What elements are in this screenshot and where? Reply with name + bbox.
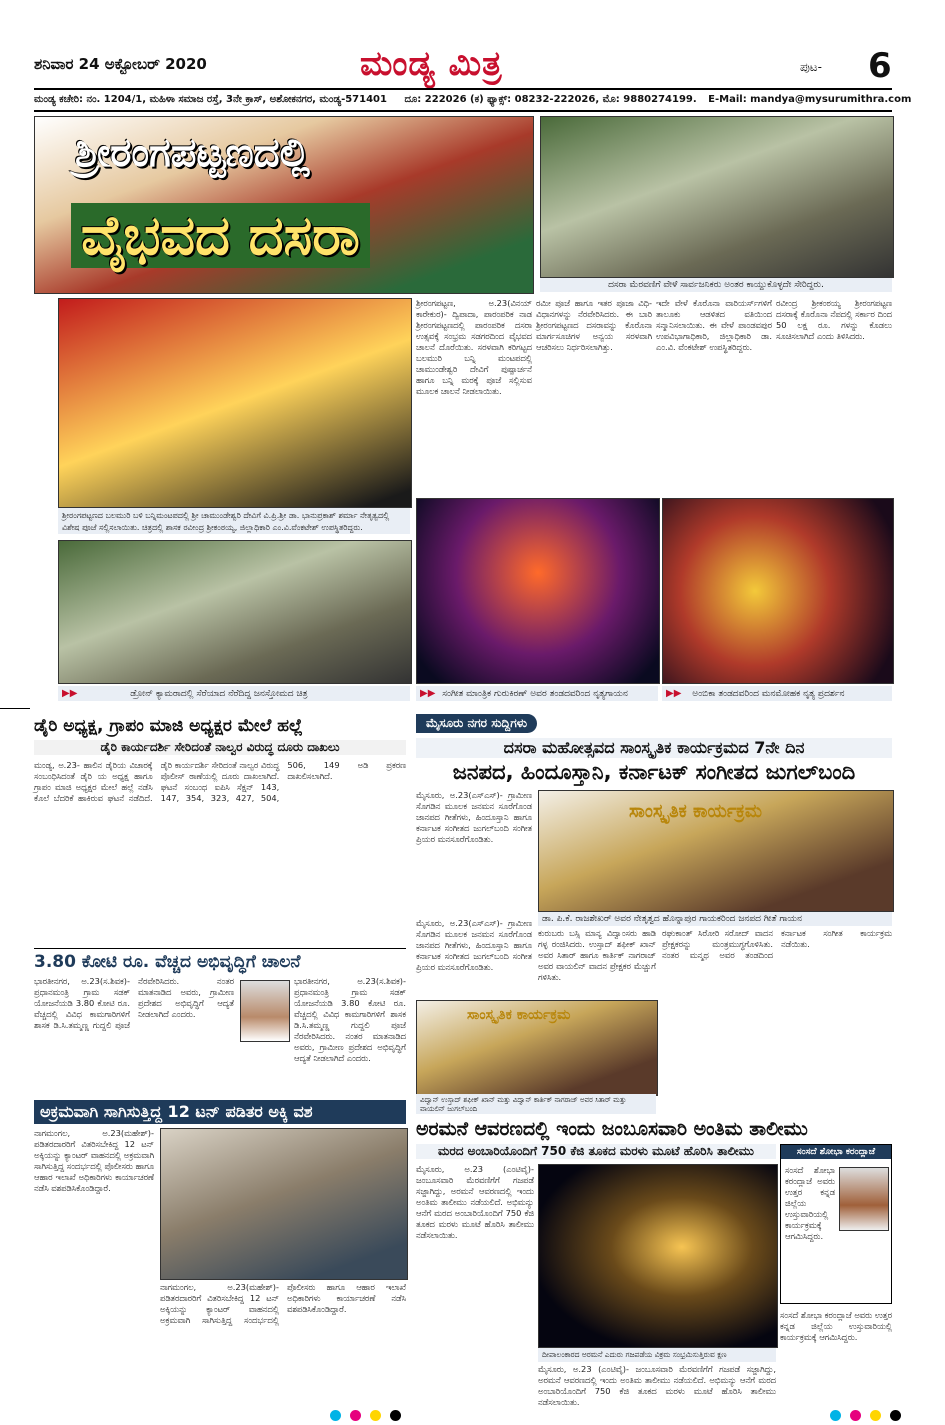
sitar-caption: ವಿದ್ವಾನ್ ಉಸ್ತಾದ್ ಶಫೀಕ್ ಖಾನ್ ಮತ್ತು ವಿದ್ವಾನ್ ಕಾರ್ತಿಕ್ ನಾಗರಾಜ್ ಅವರ ಸಿತಾರ್ ಮತ್ತು ವಾಯಲಿನ್ ಜುಗಲ್‌ಬಂದಿ xyxy=(416,1094,656,1114)
issue-date: ಶನಿವಾರ 24 ಅಕ್ಟೋಬರ್ 2020 xyxy=(34,55,207,73)
jamboo-body-cont: ಮೈಸೂರು, ಅ.23 (ಎಂಟಿವೈ)- ಜಂಬೂಸವಾರಿ ಮೆರವಣಿಗೆಗೆ ಗಜಪಡೆ ಸಜ್ಜಾಗಿದ್ದು, ಅರಮನೆ ಆವರಣದಲ್ಲಿ ಇಂದು ಅಂತಿಮ ತಾಲೀಮು ನಡೆಯಲಿದೆ. ಅಭಿಮನ್ಯು ಆನೆಗೆ ಮರದ ಅಂಬಾರಿಯೊಂದಿಗೆ 750 ಕೆಜಿ ತೂಕದ ಮರಳು ಮೂಟೆ ಹೊರಿಸಿ ತಾಲೀಮು ನಡೆಸಲಾಯಿತು. xyxy=(538,1364,776,1407)
cyan-swatch xyxy=(830,1410,841,1421)
rice-photo xyxy=(160,1128,408,1280)
dairy-body: ಮಂಡ್ಯ, ಅ.23- ಹಾಲಿನ ಡೈರಿಯ ವಿಚಾರಕ್ಕೆ ಸಂಬಂಧಿಸಿದಂತೆ ಡೈರಿ ಯ ಅಧ್ಯಕ್ಷ ಹಾಗೂ ಗ್ರಾಪಂ ಮಾಜಿ ಅಧ್ಯಕ್ಷರ ಮೇಲೆ ಹಲ್ಲೆ ನಡೆಸಿ ಕೊಲೆ ಬೆದರಿಕೆ ಹಾಕಿರುವ ಘಟನೆ ನಡೆದಿದೆ. ಡೈರಿ ಕಾರ್ಯದರ್ಶಿ ಸೇರಿದಂತೆ ನಾಲ್ವರ ವಿರುದ್ಧ ಪೊಲೀಸ್ ಠಾಣೆಯಲ್ಲಿ ದೂರು ದಾಖಲಾಗಿದೆ. ಘಟನೆ ಸಂಬಂಧ ಐಪಿಸಿ ಸೆಕ್ಷನ್ 143, 147, 354, 323, 427, 504, 506, 149 ಅಡಿ ಪ್ರಕರಣ ದಾಖಲಿಸಲಾಗಿದೆ. xyxy=(34,760,406,803)
header-rule xyxy=(34,88,892,90)
lead-body-col4: ರವೀಂದ್ರ ಶ್ರೀಕಂಠಯ್ಯ ಶ್ರೀರಂಗಪಟ್ಟಣ ದಸರಾಕ್ಕೆ ಕೊರೊನಾ ನೆಪದಲ್ಲಿ ಸರ್ಕಾರ ದಿಂದ 50 ಲಕ್ಷ ರೂ. ಗಳನ್ನು ಕೊಡಲು ಸೂಚಿಸಲಾಗಿದೆ ಎಂದು ತಿಳಿಸಿದರು. xyxy=(776,298,892,341)
elephant-photo xyxy=(538,1164,778,1348)
mysuru-body3: ರಘುಕಾಂತ್ ಸಿರೋರಿ ಸರೋದ್ ವಾದನ ಪ್ರೇಕ್ಷಕರನ್ನು ಮಂತ್ರಮುಗ್ಧಗೊಳಿಸಿತು. ನಂತರ ಮನ್ಮಥ ಅವರ ತಂಡದಿಂದ ಕರ್ನಾಟಕ ಸಂಗೀತ ಕಾರ್ಯಕ್ರಮ ನಡೆಯಿತು. xyxy=(662,928,892,960)
sitar-photo xyxy=(416,1000,658,1096)
sidebar-box xyxy=(780,1144,892,1304)
office-address: ಮಂಡ್ಯ ಕಚೇರಿ: ನಂ. 1204/1, ಮಹಿಳಾ ಸಮಾಜ ರಸ್ತೆ, 3ನೇ ಕ್ರಾಸ್, ಅಶೋಕನಗರ, ಮಂಡ್ಯ-571401 xyxy=(34,94,387,105)
page-number: 6 xyxy=(868,46,892,86)
jamboo-subhead: ಮರದ ಅಂಬಾರಿಯೊಂದಿಗೆ 750 ಕೆಜಿ ತೂಕದ ಮರಳು ಮೂಟೆ ಹೊರಿಸಿ ತಾಲೀಮು xyxy=(416,1144,776,1159)
mp-portrait xyxy=(839,1167,889,1231)
address-rule xyxy=(34,110,892,112)
color-registration-left xyxy=(330,1406,405,1425)
lead-body-col1: ಶ್ರೀರಂಗಪಟ್ಟಣ, ಅ.23(ವಿನಯ್ ಕಾರೇಕುರ)- ದ್ವಿಪಾದಾ, ಪಾರಂಪರಿಕ ನಾಡ ಶ್ರೀರಂಗಪಟ್ಟಣದಲ್ಲಿ ಪಾರಂಪರಿಕ ದಸರಾ ಉತ್ಸವಕ್ಕೆ ಸಂಭ್ರಮ ಸಡಗರದಿಂದ ವೈಭವದ ಚಾಲನೆ ದೊರೆಯಿತು. ಸರಳವಾಗಿ ಕರಿಗಟ್ಟದ ಬಲಮುರಿ ಬನ್ನಿ ಮಂಟಪದಲ್ಲಿ ಚಾಮುಂಡೇಶ್ವರಿ ದೇವಿಗೆ ಪುಷ್ಪಾರ್ಚನೆ ಹಾಗೂ ಬನ್ನಿ ಮರಕ್ಕೆ ಪೂಜೆ ಸಲ್ಲಿಸುವ ಮೂಲಕ ಚಾಲನೆ ನೀಡಲಾಯಿತು. xyxy=(416,298,532,396)
fold-mark xyxy=(0,708,30,709)
yellow-swatch xyxy=(370,1410,381,1421)
sidebar-title: ಸಂಸದೆ ಶೋಭಾ ಕರಂದ್ಲಾಜೆ xyxy=(781,1145,891,1159)
magenta-swatch xyxy=(350,1410,361,1421)
development-body: ಭಾರತೀನಗರ, ಅ.23(ಸ.ಶಿವಕ)- ಪ್ರಧಾನಮಂತ್ರಿ ಗ್ರಾಮ ಸಡಕ್ ಯೋಜನೆಯಡಿ 3.80 ಕೋಟಿ ರೂ. ವೆಚ್ಚದಲ್ಲಿ ವಿವಿಧ ಕಾಮಗಾರಿಗಳಿಗೆ ಶಾಸಕ ಡಿ.ಸಿ.ತಮ್ಮಣ್ಣ ಗುದ್ದಲಿ ಪೂಜೆ ನೆರವೇರಿಸಿದರು. ನಂತರ ಮಾತನಾಡಿದ ಅವರು, ಗ್ರಾಮೀಣ ಪ್ರದೇಶದ ಅಭಿವೃದ್ಧಿಗೆ ಆದ್ಯತೆ ನೀಡಲಾಗಿದೆ ಎಂದರು. xyxy=(34,976,234,1030)
mysuru-body2: ಕುರುಬರು ಬಸ್ಸಿ ಮಾನ್ಯ ವಿದ್ವಾಂಸರು ಹಾಡಿ ಗಳ್ಳ ರಂಜಿಸಿದರು. ಉಸ್ತಾದ್ ಶಫೀಕ್ ಖಾನ್ ಅವರ ಸಿತಾರ್ ಹಾಗೂ ಕಾರ್ತಿಕ್ ನಾಗರಾಜ್ ಅವರ ವಾಯಲಿನ್ ವಾದನ ಪ್ರೇಕ್ಷಕರ ಮೆಚ್ಚುಗೆ ಗಳಿಸಿತು. xyxy=(538,928,656,982)
divider xyxy=(34,948,406,949)
arrow-icon: ▶▶ xyxy=(62,688,78,699)
dairy-headline: ಡೈರಿ ಅಧ್ಯಕ್ಷ, ಗ್ರಾಪಂ ಮಾಜಿ ಅಧ್ಯಕ್ಷರ ಮೇಲೆ ಹಲ್ಲೆ xyxy=(34,716,303,736)
worship-caption: ಶ್ರೀರಂಗಪಟ್ಟಣದ ಬಲಮುರಿ ಬಳಿ ಬನ್ನಿಮಂಟಪದಲ್ಲಿ ಶ್ರೀ ಚಾಮುಂಡೇಶ್ವರಿ ದೇವಿಗೆ ವಿ.ಪ್ರಿ.ಶ್ರೀ ಡಾ. ಭಾನುಪ್ರಕಾಶ್ ಶರ್ಮಾ ನೇತೃತ್ವದಲ್ಲಿ ವಿಶೇಷ ಪೂಜೆ ಸಲ್ಲಿಸಲಾಯಿತು. ಚಿತ್ರದಲ್ಲಿ ಶಾಸಕ ರವೀಂದ್ರ ಶ್ರೀಕಂಠಯ್ಯ, ಜಿಲ್ಲಾಧಿಕಾರಿ ಎಂ.ವಿ.ವೆಂಕಟೇಶ್ ಉಪಸ್ಥಿತರಿದ್ದರು. xyxy=(58,508,410,534)
phone-info: ದೂ: 222026 (ಕ) ಫ್ಯಾಕ್ಸ್: 08232-222026, ಮೊ: 9880274199. xyxy=(404,94,697,105)
lead-body-col3: ಇದೇ ವೇಳೆ ಕೊರೊನಾ ವಾರಿಯರ್ಸ್‌ಗಳಿಗೆ ತಾಲೂಕು ಆಡಳಿತದ ವತಿಯಿಂದ ಸನ್ಮಾನಿಸಲಾಯಿತು. ಈ ವೇಳೆ ಪಾಂಡವಪುರ ಉಪವಿಭಾಗಾಧಿಕಾರಿ, ಜಿಲ್ಲಾಧಿಕಾರಿ ಡಾ. ಎಂ.ವಿ. ವೆಂಕಟೇಶ್ ಉಪಸ್ಥಿತರಿದ್ದರು. xyxy=(656,298,772,352)
stage-banner-2: ಸಾಂಸ್ಕೃತಿಕ ಕಾರ್ಯಕ್ರಮ xyxy=(467,1007,571,1023)
mysuru-kicker: ದಸರಾ ಮಹೋತ್ಸವದ ಸಾಂಸ್ಕೃತಿಕ ಕಾರ್ಯಕ್ರಮದ 7ನೇ ದಿನ xyxy=(416,738,892,758)
lead-body-col2: ರಮೀ ಪೂಜೆ ಹಾಗೂ ಇತರ ಪೂಜಾ ವಿಧಿ-ವಿಧಾನಗಳನ್ನು ನೆರವೇರಿಸಿದರು. ಈ ಬಾರಿ ಶ್ರೀರಂಗಪಟ್ಟಣದ ದಸರಾವನ್ನು ಕೊರೊನಾ ಮಾರ್ಗಸೂಚಿಗಳ ಅನ್ವಯ ಸರಳವಾಗಿ ಆಚರಿಸಲು ನಿರ್ಧರಿಸಲಾಗಿತ್ತು. xyxy=(536,298,652,352)
folk-caption: ಡಾ. ಪಿ.ಕೆ. ರಾಜಶೇಖರ್ ಅವರ ನೇತೃತ್ವದ ಹೊನ್ನಾಪುರ ಗಾಯಕರಿಂದ ಜನಪದ ಗೀತೆ ಗಾಯನ xyxy=(538,912,892,926)
dance-caption: ಅಂಬಿಕಾ ತಂಡದವರಿಂದ ಮನಮೋಹಕ ನೃತ್ಯ ಪ್ರದರ್ಶನ xyxy=(692,689,845,699)
arrow-icon: ▶▶ xyxy=(420,688,436,699)
section-tag: ಮೈಸೂರು ನಗರ ಸುದ್ದಿಗಳು xyxy=(416,714,537,733)
drone-photo xyxy=(58,540,412,684)
stage-caption: ಸಂಗೀತ ಮಾಂತ್ರಿಕ ಗುರುಕಿರಣ್ ಅವರ ತಂಡದವರಿಂದ ನೃತ್ಯಗಾಯನ xyxy=(442,689,628,699)
rice-body: ನಾಗಮಂಗಲ, ಅ.23(ಮಹೇಶ್)- ಪಡಿತರದಾರರಿಗೆ ವಿತರಿಸಬೇಕಿದ್ದ 12 ಟನ್ ಅಕ್ಕಿಯನ್ನು ಕ್ಯಾಂಟರ್ ವಾಹನದಲ್ಲಿ ಅಕ್ರಮವಾಗಿ ಸಾಗಿಸುತ್ತಿದ್ದ ಸಂದರ್ಭದಲ್ಲಿ ಪೊಲೀಸರು ಹಾಗೂ ಆಹಾರ ಇಲಾಖೆ ಅಧಿಕಾರಿಗಳು ಕಾರ್ಯಾಚರಣೆ ನಡೆಸಿ ವಶಪಡಿಸಿಕೊಂಡಿದ್ದಾರೆ. xyxy=(34,1128,154,1193)
dairy-subhead: ಡೈರಿ ಕಾರ್ಯದರ್ಶಿ ಸೇರಿದಂತೆ ನಾಲ್ವರ ವಿರುದ್ಧ ದೂರು ದಾಖಲು xyxy=(34,740,406,755)
title-banner-photo xyxy=(34,116,534,294)
jamboo-headline: ಅರಮನೆ ಆವರಣದಲ್ಲಿ ಇಂದು ಜಂಬೂಸವಾರಿ ಅಂತಿಮ ತಾಲೀಮು xyxy=(416,1118,808,1140)
development-body-cont: ಭಾರತೀನಗರ, ಅ.23(ಸ.ಶಿವಕ)- ಪ್ರಧಾನಮಂತ್ರಿ ಗ್ರಾಮ ಸಡಕ್ ಯೋಜನೆಯಡಿ 3.80 ಕೋಟಿ ರೂ. ವೆಚ್ಚದಲ್ಲಿ ವಿವಿಧ ಕಾಮಗಾರಿಗಳಿಗೆ ಶಾಸಕ ಡಿ.ಸಿ.ತಮ್ಮಣ್ಣ ಗುದ್ದಲಿ ಪೂಜೆ ನೆರವೇರಿಸಿದರು. ನಂತರ ಮಾತನಾಡಿದ ಅವರು, ಗ್ರಾಮೀಣ ಪ್ರದೇಶದ ಅಭಿವೃದ್ಧಿಗೆ ಆದ್ಯತೆ ನೀಡಲಾಗಿದೆ ಎಂದರು. xyxy=(294,976,406,1063)
lead-title-line2: ವೈಭವದ ದಸರಾ xyxy=(71,203,370,268)
mla-portrait xyxy=(240,980,290,1042)
crowd-caption: ದಸರಾ ಮೆರವಣಿಗೆ ವೇಳೆ ಸಾರ್ವಜನಿಕರು ಅಂತರ ಕಾಯ್ದುಕೊಳ್ಳದೇ ಸೇರಿದ್ದರು. xyxy=(540,278,892,292)
worship-photo xyxy=(58,298,412,508)
mysuru-body1: ಮೈಸೂರು, ಅ.23(ಎಸ್‌ಎಸ್)- ಗ್ರಾಮೀಣ ಸೊಗಡಿನ ಮೂಲಕ ಜನಮನ ಸೂರೆಗೊಂಡ ಜಾನಪದ ಗೀತೆಗಳು, ಹಿಂದೂಸ್ತಾನಿ ಹಾಗೂ ಕರ್ನಾಟಕ ಸಂಗೀತದ ಜುಗಲ್‌ಬಂದಿ ಸಂಗೀತ ಪ್ರಿಯರ ಮನಸೂರೆಗೊಂಡಿತು. xyxy=(416,790,532,844)
black-swatch xyxy=(390,1410,401,1421)
dance-caption-bar xyxy=(662,686,892,701)
cyan-swatch xyxy=(330,1410,341,1421)
development-headline: 3.80 ಕೋಟಿ ರೂ. ವೆಚ್ಚದ ಅಭಿವೃದ್ಧಿಗೆ ಚಾಲನೆ xyxy=(34,952,301,972)
jamboo-body: ಮೈಸೂರು, ಅ.23 (ಎಂಟಿವೈ)- ಜಂಬೂಸವಾರಿ ಮೆರವಣಿಗೆಗೆ ಗಜಪಡೆ ಸಜ್ಜಾಗಿದ್ದು, ಅರಮನೆ ಆವರಣದಲ್ಲಿ ಇಂದು ಅಂತಿಮ ತಾಲೀಮು ನಡೆಯಲಿದೆ. ಅಭಿಮನ್ಯು ಆನೆಗೆ ಮರದ ಅಂಬಾರಿಯೊಂದಿಗೆ 750 ಕೆಜಿ ತೂಕದ ಮರಳು ಮೂಟೆ ಹೊರಿಸಿ ತಾಲೀಮು ನಡೆಸಲಾಯಿತು. xyxy=(416,1164,534,1240)
lead-title-line1: ಶ್ರೀರಂಗಪಟ್ಟಣದಲ್ಲಿ xyxy=(75,129,310,176)
drone-caption-bar xyxy=(58,686,410,701)
address-bar xyxy=(34,94,912,105)
rice-headline: ಅಕ್ರಮವಾಗಿ ಸಾಗಿಸುತ್ತಿದ್ದ 12 ಟನ್ ಪಡಿತರ ಅಕ್ಕಿ ವಶ xyxy=(34,1100,406,1124)
arrow-icon: ▶▶ xyxy=(666,688,682,699)
magenta-swatch xyxy=(850,1410,861,1421)
stage-caption-bar xyxy=(416,686,658,701)
crowd-photo xyxy=(540,116,894,278)
folk-photo xyxy=(538,790,894,912)
sidebar-body: ಸಂಸದೆ ಶೋಭಾ ಕರಂದ್ಲಾಜೆ ಅವರು ಉತ್ತರ ಕನ್ನಡ ಜಿಲ್ಲೆಯ ಉಸ್ತುವಾರಿಯಲ್ಲಿ ಕಾರ್ಯಕ್ರಮಕ್ಕೆ ಆಗಮಿಸಿದ್ದರು. xyxy=(785,1165,835,1241)
stage-banner: ಸಾಂಸ್ಕೃತಿಕ ಕಾರ್ಯಕ್ರಮ xyxy=(629,801,763,822)
email-info[interactable]: E-Mail: mandya@mysurumithra.com xyxy=(708,94,912,105)
sidebar-body-cont: ಸಂಸದೆ ಶೋಭಾ ಕರಂದ್ಲಾಜೆ ಅವರು ಉತ್ತರ ಕನ್ನಡ ಜಿಲ್ಲೆಯ ಉಸ್ತುವಾರಿಯಲ್ಲಿ ಕಾರ್ಯಕ್ರಮಕ್ಕೆ ಆಗಮಿಸಿದ್ದರು. xyxy=(780,1310,892,1342)
mysuru-body1-cont: ಮೈಸೂರು, ಅ.23(ಎಸ್‌ಎಸ್)- ಗ್ರಾಮೀಣ ಸೊಗಡಿನ ಮೂಲಕ ಜನಮನ ಸೂರೆಗೊಂಡ ಜಾನಪದ ಗೀತೆಗಳು, ಹಿಂದೂಸ್ತಾನಿ ಹಾಗೂ ಕರ್ನಾಟಕ ಸಂಗೀತದ ಜುಗಲ್‌ಬಂದಿ ಸಂಗೀತ ಪ್ರಿಯರ ಮನಸೂರೆಗೊಂಡಿತು. xyxy=(416,918,532,972)
rice-body-cont: ನಾಗಮಂಗಲ, ಅ.23(ಮಹೇಶ್)- ಪಡಿತರದಾರರಿಗೆ ವಿತರಿಸಬೇಕಿದ್ದ 12 ಟನ್ ಅಕ್ಕಿಯನ್ನು ಕ್ಯಾಂಟರ್ ವಾಹನದಲ್ಲಿ ಅಕ್ರಮವಾಗಿ ಸಾಗಿಸುತ್ತಿದ್ದ ಸಂದರ್ಭದಲ್ಲಿ ಪೊಲೀಸರು ಹಾಗೂ ಆಹಾರ ಇಲಾಖೆ ಅಧಿಕಾರಿಗಳು ಕಾರ್ಯಾಚರಣೆ ನಡೆಸಿ ವಶಪಡಿಸಿಕೊಂಡಿದ್ದಾರೆ. xyxy=(160,1282,406,1325)
mysuru-headline: ಜನಪದ, ಹಿಂದೂಸ್ತಾನಿ, ಕರ್ನಾಟಕ್ ಸಂಗೀತದ ಜುಗಲ್‌ಬಂದಿ xyxy=(452,760,856,784)
yellow-swatch xyxy=(870,1410,881,1421)
elephant-caption: ದೀಪಾಲಂಕಾರದ ಅರಮನೆ ಎದುರು ಗಜಪಡೆಯ ವಿಕ್ರಮ ಸಂಭ್ರಮಿಸುತ್ತಿರುವ ಕ್ಷಣ xyxy=(538,1348,776,1362)
stage-photo xyxy=(416,498,660,684)
black-swatch xyxy=(890,1410,901,1421)
dance-photo xyxy=(662,498,894,684)
page-label: ಪುಟ- xyxy=(800,60,822,74)
drone-caption: ಡ್ರೋನ್ ಕ್ಯಾಮರಾದಲ್ಲಿ ಸೆರೆಯಾದ ನೆರೆದಿದ್ದ ಜನಸ್ತೋಮದ ಚಿತ್ರ xyxy=(130,689,308,699)
color-registration-right xyxy=(830,1406,905,1425)
masthead: ಮಂಡ್ಯ ಮಿತ್ರ xyxy=(360,44,503,84)
